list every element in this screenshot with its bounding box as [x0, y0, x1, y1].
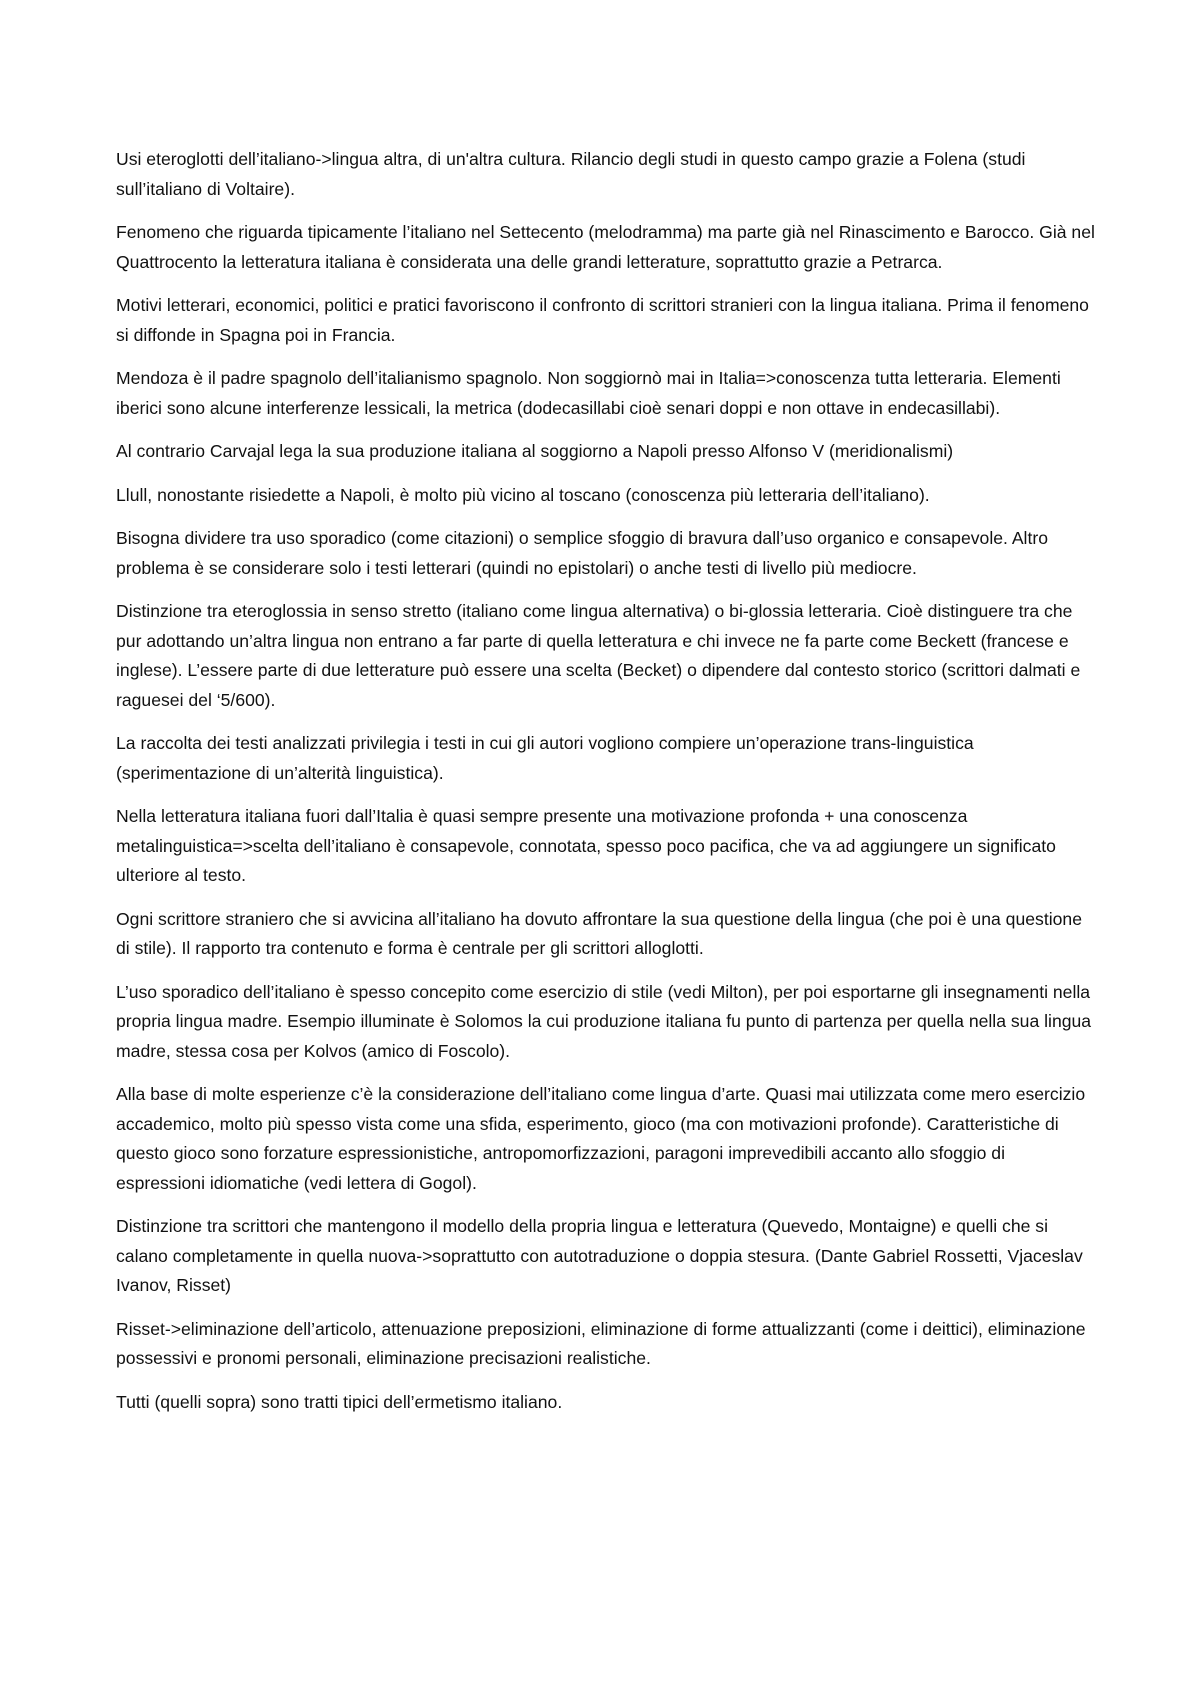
paragraph: Fenomeno che riguarda tipicamente l’italiano nel Settecento (melodramma) ma parte già nel Rinascimento e Barocco. Già nel Quattrocento la letteratura italiana è considerata una delle grandi letterature, soprattutto grazie a Petrarca. — [116, 222, 1095, 272]
paragraph: Tutti (quelli sopra) sono tratti tipici dell’ermetismo italiano. — [116, 1391, 563, 1412]
paragraph: Risset->eliminazione dell’articolo, attenuazione preposizioni, eliminazione di forme attualizzanti (come i deittici), eliminazione possessivi e pronomi personali, eliminazione precisazioni realistiche. — [116, 1318, 1086, 1368]
paragraph: Ogni scrittore straniero che si avvicina all’italiano ha dovuto affrontare la sua questione della lingua (che poi è una questione di stile). Il rapporto tra contenuto e forma è centrale per gli scrittori alloglotti. — [116, 908, 1082, 958]
paragraph: Alla base di molte esperienze c’è la considerazione dell’italiano come lingua d’arte. Quasi mai utilizzata come mero esercizio accademico, molto più spesso vista come una sfida, esperimento, gioco (ma con motivazioni profonde). Caratteristiche di questo gioco sono forzature espressionistiche, antropomorfizzazioni, paragoni imprevedibili accanto allo sfoggio di espressioni idiomatiche (vedi lettera di Gogol). — [116, 1084, 1086, 1193]
paragraph: Al contrario Carvajal lega la sua produzione italiana al soggiorno a Napoli presso Alfonso V (meridionalismi) — [116, 441, 954, 461]
paragraph: Usi eteroglotti dell’italiano->lingua altra, di un'altra cultura. Rilancio degli studi in questo campo grazie a Folena (studi sull’italiano di Voltaire). — [116, 149, 1026, 199]
paragraph: L’uso sporadico dell’italiano è spesso concepito come esercizio di stile (vedi Milton), per poi esportarne gli insegnamenti nella propria lingua madre. Esempio illuminate è Solomos la cui produzione italiana fu punto di partenza per quella nella sua lingua madre, stessa cosa per Kolvos (amico di Foscolo). — [116, 981, 1092, 1061]
paragraph: Nella letteratura italiana fuori dall’Italia è quasi sempre presente una motivazione profonda + una conoscenza metalinguistica=>scelta dell’italiano è consapevole, connotata, spesso poco pacifica, che va ad aggiungere un significato ulteriore al testo. — [116, 806, 1056, 885]
document-body — [116, 145, 1096, 1431]
paragraph: Motivi letterari, economici, politici e pratici favoriscono il confronto di scrittori stranieri con la lingua italiana. Prima il fenomeno si diffonde in Spagna poi in Francia. — [116, 295, 1089, 345]
paragraph: Llull, nonostante risiedette a Napoli, è molto più vicino al toscano (conoscenza più letteraria dell’italiano). — [116, 484, 930, 505]
paragraph: La raccolta dei testi analizzati privilegia i testi in cui gli autori vogliono compiere un’operazione trans-linguistica (sperimentazione di un’alterità linguistica). — [116, 733, 974, 783]
paragraph: Bisogna dividere tra uso sporadico (come citazioni) o semplice sfoggio di bravura dall’uso organico e consapevole. Altro problema è se considerare solo i testi letterari (quindi no epistolari) o anche testi di livello più mediocre. — [116, 528, 1048, 578]
paragraph: Distinzione tra scrittori che mantengono il modello della propria lingua e letteratura (Quevedo, Montaigne) e quelli che si calano completamente in quella nuova->soprattutto con autotraduzione o doppia stesura. (Dante Gabriel Rossetti, Vjaceslav Ivanov, Risset) — [116, 1216, 1083, 1295]
paragraph: Mendoza è il padre spagnolo dell’italianismo spagnolo. Non soggiornò mai in Italia=>conoscenza tutta letteraria. Elementi iberici sono alcune interferenze lessicali, la metrica (dodecasillabi cioè senari doppi e non ottave in endecasillabi). — [116, 368, 1061, 418]
paragraph: Distinzione tra eteroglossia in senso stretto (italiano come lingua alternativa) o bi-glossia letteraria. Cioè distinguere tra che pur adottando un’altra lingua non entrano a far parte di quella letteratura e chi invece ne fa parte come Beckett (francese e inglese). L’essere parte di due letterature può essere una scelta (Becket) o dipendere dal contesto storico (scrittori dalmati e raguesei del ‘5/600). — [116, 601, 1081, 710]
